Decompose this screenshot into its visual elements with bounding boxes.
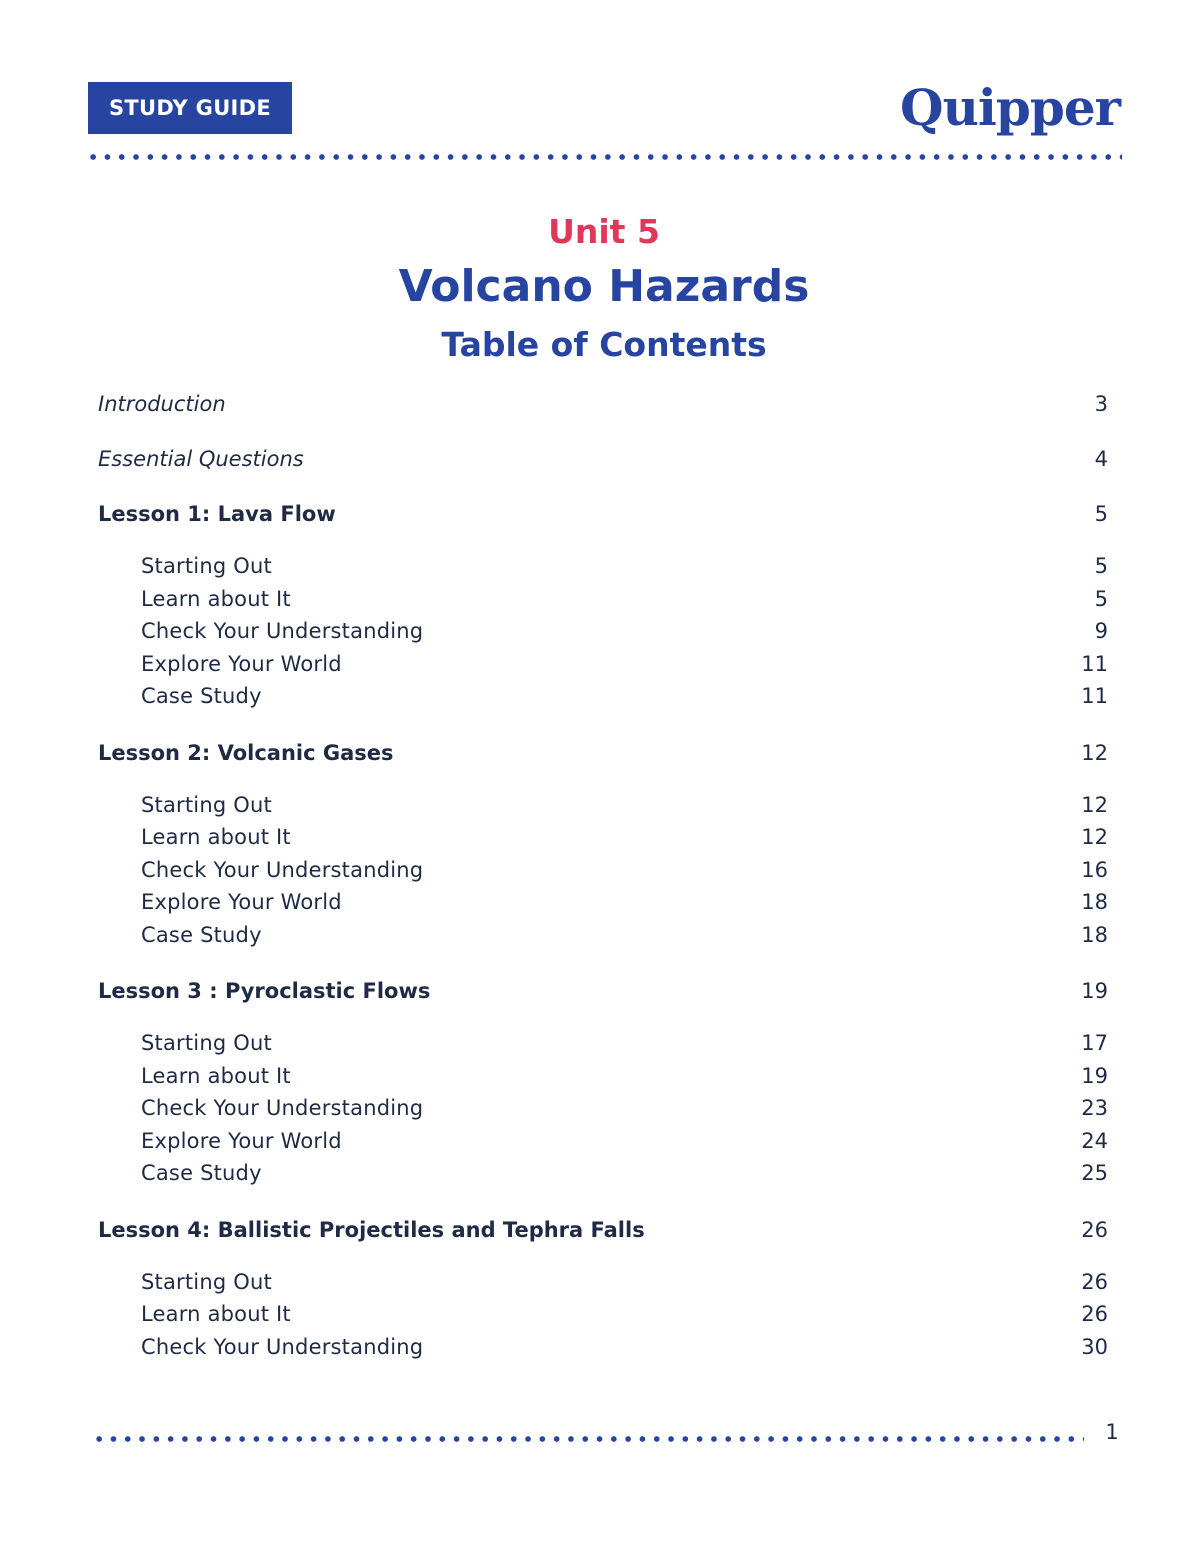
toc-entry-essential-questions bbox=[98, 441, 1108, 477]
toc-subentry bbox=[98, 648, 1108, 681]
toc-entry-page: 4 bbox=[1094, 447, 1108, 471]
bottom-dotted-divider bbox=[92, 1436, 1084, 1442]
toc-subentry bbox=[98, 1298, 1108, 1331]
toc-entry-page: 3 bbox=[1094, 392, 1108, 416]
toc-subentry bbox=[98, 1331, 1108, 1364]
toc-entry-label: Introduction bbox=[98, 392, 226, 416]
page-title: Volcano Hazards bbox=[398, 261, 810, 312]
subentry-label: Starting Out bbox=[141, 1269, 272, 1294]
subentry-label: Check Your Understanding bbox=[141, 619, 424, 644]
lesson-title: Lesson 1: Lava Flow bbox=[98, 502, 336, 526]
subentry-page: 9 bbox=[1094, 619, 1108, 644]
unit-label: Unit 5 bbox=[548, 212, 660, 251]
subentry-page: 12 bbox=[1081, 792, 1108, 817]
study-guide-badge: STUDY GUIDE bbox=[88, 82, 292, 134]
subentry-page: 18 bbox=[1081, 890, 1108, 915]
subentry-label: Learn about It bbox=[141, 1063, 291, 1088]
subentry-page: 5 bbox=[1094, 586, 1108, 611]
subentry-label: Check Your Understanding bbox=[141, 1096, 424, 1121]
toc-subentry bbox=[98, 789, 1108, 822]
subentry-page: 12 bbox=[1081, 825, 1108, 850]
toc-subentry bbox=[98, 1060, 1108, 1093]
toc-subentry bbox=[98, 1157, 1108, 1190]
subentry-page: 24 bbox=[1081, 1128, 1108, 1153]
lesson-3-items bbox=[98, 1027, 1108, 1190]
lesson-title: Lesson 4: Ballistic Projectiles and Tephra Falls bbox=[98, 1217, 645, 1242]
lesson-page: 5 bbox=[1094, 502, 1108, 526]
subentry-page: 26 bbox=[1081, 1269, 1108, 1294]
toc-subentry bbox=[98, 1125, 1108, 1158]
toc-subentry bbox=[98, 854, 1108, 887]
toc-subentry bbox=[98, 680, 1108, 713]
toc-lesson-4 bbox=[98, 1212, 1108, 1248]
subentry-label: Check Your Understanding bbox=[141, 1334, 424, 1359]
subentry-label: Learn about It bbox=[141, 1302, 291, 1327]
subentry-label: Case Study bbox=[141, 684, 262, 709]
lesson-1-items bbox=[98, 550, 1108, 713]
toc-heading: Table of Contents bbox=[441, 325, 767, 364]
subentry-label: Starting Out bbox=[141, 554, 272, 579]
toc-subentry bbox=[98, 1027, 1108, 1060]
toc-subentry bbox=[98, 550, 1108, 583]
lesson-page: 26 bbox=[1081, 1217, 1108, 1242]
subentry-page: 23 bbox=[1081, 1096, 1108, 1121]
subentry-page: 16 bbox=[1081, 857, 1108, 882]
top-dotted-divider bbox=[86, 154, 1122, 160]
subentry-page: 17 bbox=[1081, 1031, 1108, 1056]
lesson-title: Lesson 3 : Pyroclastic Flows bbox=[98, 979, 431, 1003]
lesson-page: 19 bbox=[1081, 979, 1108, 1003]
page-header bbox=[0, 0, 1200, 170]
subentry-label: Learn about It bbox=[141, 586, 291, 611]
toc-subentry bbox=[98, 886, 1108, 919]
subentry-page: 25 bbox=[1081, 1161, 1108, 1186]
subentry-page: 11 bbox=[1081, 684, 1108, 709]
title-block bbox=[0, 210, 1200, 370]
subentry-label: Starting Out bbox=[141, 1031, 272, 1056]
toc-subentry bbox=[98, 615, 1108, 648]
table-of-contents bbox=[98, 386, 1108, 1385]
toc-subentry bbox=[98, 821, 1108, 854]
toc-subentry bbox=[98, 919, 1108, 952]
toc-lesson-3 bbox=[98, 973, 1108, 1009]
subentry-page: 11 bbox=[1081, 651, 1108, 676]
subentry-label: Starting Out bbox=[141, 792, 272, 817]
lesson-title: Lesson 2: Volcanic Gases bbox=[98, 740, 394, 765]
subentry-label: Explore Your World bbox=[141, 890, 342, 915]
subentry-page: 5 bbox=[1094, 554, 1108, 579]
subentry-page: 19 bbox=[1081, 1063, 1108, 1088]
subentry-label: Explore Your World bbox=[141, 651, 342, 676]
toc-lesson-2 bbox=[98, 735, 1108, 771]
subentry-page: 30 bbox=[1081, 1334, 1108, 1359]
toc-lesson-1 bbox=[98, 496, 1108, 532]
subentry-label: Check Your Understanding bbox=[141, 857, 424, 882]
lesson-4-items bbox=[98, 1266, 1108, 1364]
subentry-label: Learn about It bbox=[141, 825, 291, 850]
subentry-page: 26 bbox=[1081, 1302, 1108, 1327]
lesson-2-items bbox=[98, 789, 1108, 952]
toc-entry-label: Essential Questions bbox=[98, 447, 304, 471]
quipper-logo: Quipper bbox=[900, 78, 1120, 137]
toc-subentry bbox=[98, 583, 1108, 616]
subentry-label: Explore Your World bbox=[141, 1128, 342, 1153]
toc-entry-introduction bbox=[98, 386, 1108, 422]
toc-subentry bbox=[98, 1266, 1108, 1299]
subentry-page: 18 bbox=[1081, 922, 1108, 947]
lesson-page: 12 bbox=[1081, 740, 1108, 765]
subentry-label: Case Study bbox=[141, 922, 262, 947]
subentry-label: Case Study bbox=[141, 1161, 262, 1186]
toc-subentry bbox=[98, 1092, 1108, 1125]
page-number: 1 bbox=[1105, 1420, 1119, 1444]
